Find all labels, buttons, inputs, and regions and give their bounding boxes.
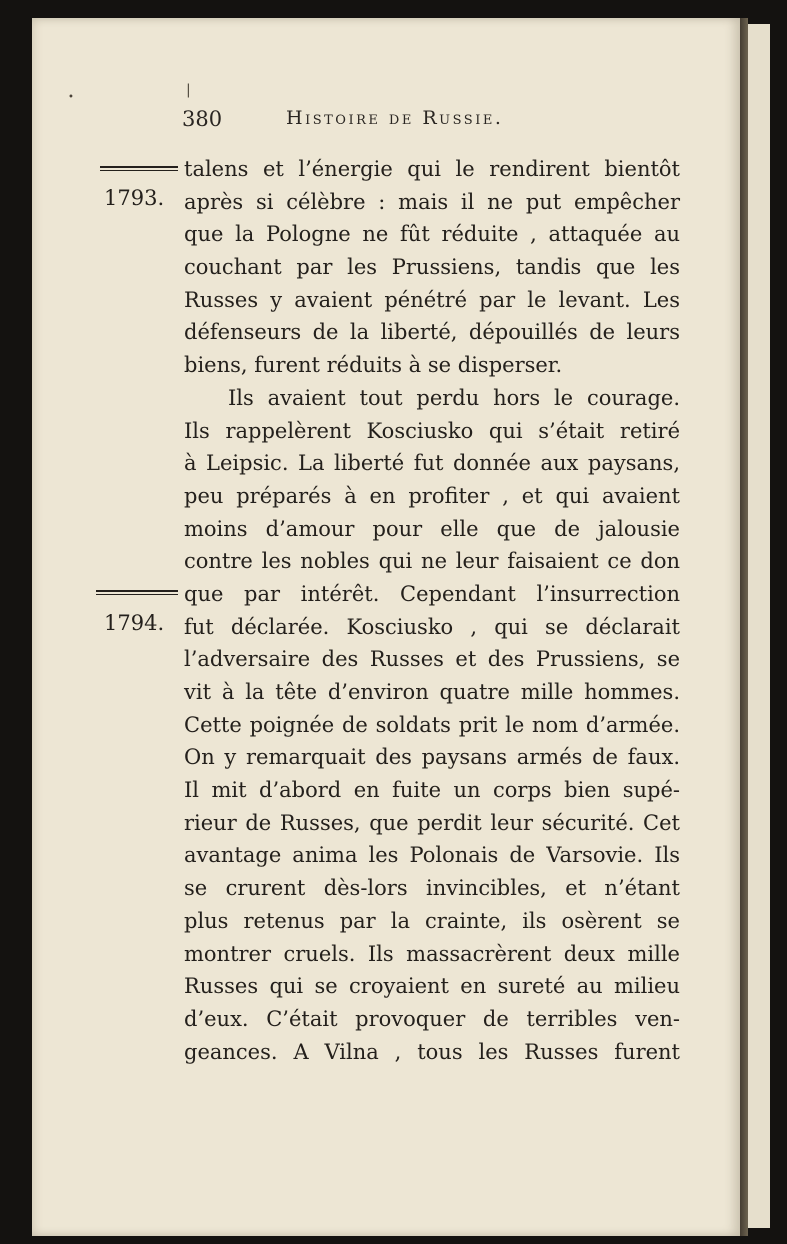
next-page-edge xyxy=(746,24,770,1228)
text-line: Cette poignée de soldats prit le nom d’armée. xyxy=(184,712,680,737)
text-line: l’adversaire des Russes et des Prussiens, se xyxy=(184,647,680,672)
text-line: contre les nobles qui ne leur faisaient ce don xyxy=(184,549,680,574)
text-line: défenseurs de la liberté, dépouillés de leurs xyxy=(184,320,680,345)
pencil-mark: | xyxy=(186,82,191,98)
text-line: que par intérêt. Cependant l’insurrection xyxy=(184,581,680,606)
text-line: biens, furent réduits à se disperser. xyxy=(184,353,563,378)
text-line: plus retenus par la crainte, ils osèrent se xyxy=(184,908,680,933)
text-line: montrer cruels. Ils massacrèrent deux mille xyxy=(184,941,680,966)
margin-year-1794: 1794. xyxy=(104,611,165,635)
ink-speck: • xyxy=(68,92,74,103)
text-line: avantage anima les Polonais de Varsovie. Ils xyxy=(184,843,680,868)
text-line: se crurent dès-lors invincibles, et n’étant xyxy=(184,876,680,901)
text-line: On y remarquait des paysans armés de faux. xyxy=(184,745,680,770)
margin-rule-top xyxy=(100,166,178,171)
text-line: rieur de Russes, que perdit leur sécurité. Cet xyxy=(184,810,680,835)
text-line: couchant par les Prussiens, tandis que les xyxy=(184,255,680,280)
text-line: Ils avaient tout perdu hors le courage. xyxy=(228,385,680,410)
text-line: geances. A Vilna , tous les Russes furent xyxy=(184,1039,680,1064)
text-line: vit à la tête d’environ quatre mille hommes. xyxy=(184,680,680,704)
text-line: après si célèbre : mais il ne put empêcher xyxy=(184,189,680,214)
text-line: Russes y avaient pénétré par le levant. Les xyxy=(184,287,680,312)
margin-year-1793: 1793. xyxy=(104,186,165,210)
page-number: 380 xyxy=(182,107,223,131)
text-line: à Leipsic. La liberté fut donnée aux paysans, xyxy=(184,451,680,476)
body-text xyxy=(184,153,680,1068)
text-line: Ils rappelèrent Kosciusko qui s’était retiré xyxy=(184,418,680,443)
running-header xyxy=(182,107,582,137)
text-line: Russes qui se croyaient en sureté au milieu xyxy=(184,974,680,999)
text-line: peu préparés à en profiter , et qui avaient xyxy=(184,483,680,508)
text-line: moins d’amour pour elle que de jalousie xyxy=(184,516,680,541)
text-line: que la Pologne ne fût réduite , attaquée au xyxy=(184,222,680,247)
text-line: d’eux. C’était provoquer de terribles ven- xyxy=(184,1006,680,1031)
text-line: fut déclarée. Kosciusko , qui se déclarait xyxy=(184,614,680,639)
running-title: Histoire de Russie. xyxy=(286,107,504,129)
margin-rule-middle xyxy=(96,590,178,595)
text-line: talens et l’énergie qui le rendirent bientôt xyxy=(184,157,680,181)
text-line: Il mit d’abord en fuite un corps bien supé- xyxy=(184,778,680,803)
